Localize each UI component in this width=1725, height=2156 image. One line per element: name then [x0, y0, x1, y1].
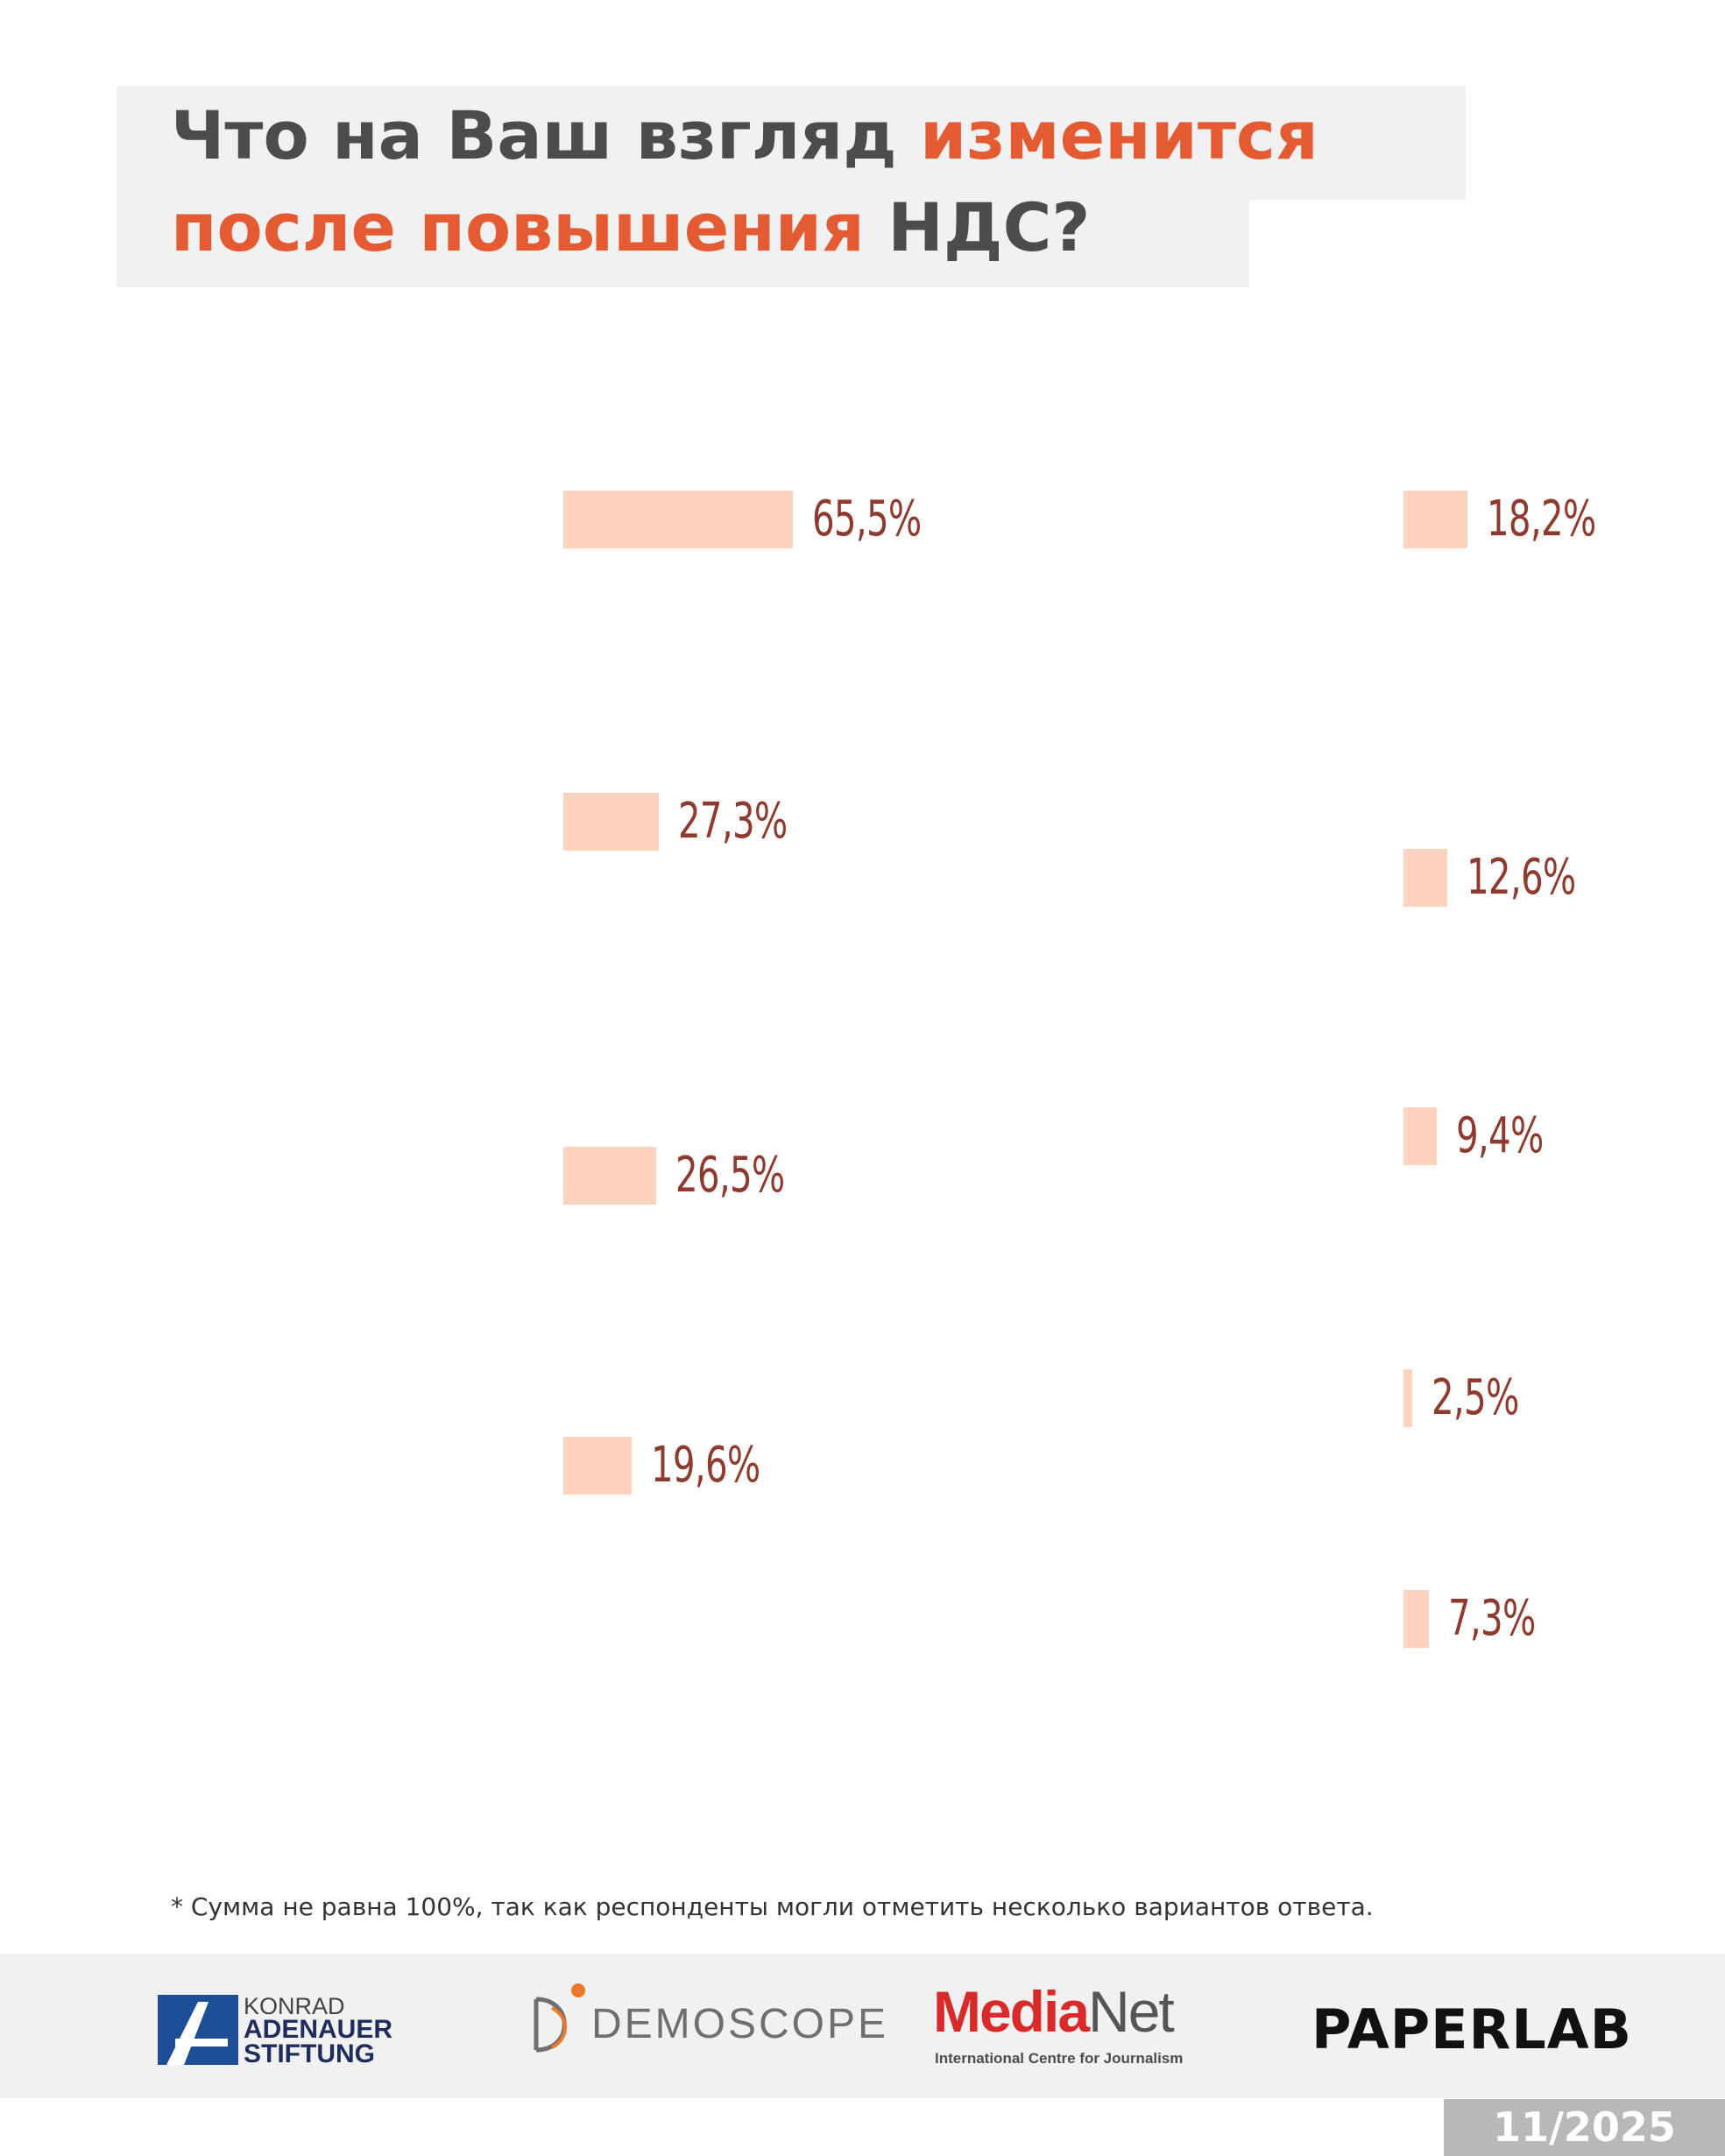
medianet-subtitle: International Centre for Journalism: [935, 2050, 1184, 2067]
value-label: 9,4%: [1455, 1107, 1544, 1164]
medianet-logo-text: [933, 1978, 1173, 2045]
value-label: 27,3%: [678, 793, 788, 850]
title-plain-2: НДС?: [864, 188, 1091, 266]
kas-logo-line-2: ADENAUER: [244, 2015, 393, 2044]
bar: [1403, 849, 1447, 907]
bar: [1403, 1590, 1429, 1648]
bar: [563, 793, 659, 851]
footnote: * Сумма не равна 100%, так как респонденты могли отметить несколько вариантов ответа.: [171, 1892, 1374, 1921]
value-label: 18,2%: [1486, 491, 1596, 548]
title-accent-2: после повышения: [171, 188, 865, 266]
title-accent-1: изменится: [920, 96, 1318, 174]
medianet-media: Media: [933, 1979, 1089, 2044]
kas-logo-mark-icon: [158, 1995, 238, 2065]
value-label: 12,6%: [1467, 849, 1576, 906]
title-line-2: [171, 188, 1090, 266]
medianet-net: Net: [1088, 1979, 1173, 2044]
bar: [563, 1147, 656, 1205]
title-line-1: [171, 96, 1318, 174]
value-label: 7,3%: [1448, 1590, 1536, 1647]
value-label: 26,5%: [675, 1147, 785, 1204]
bar: [563, 1437, 632, 1495]
bar: [1403, 491, 1467, 548]
value-label: 65,5%: [812, 491, 922, 548]
value-label: 2,5%: [1432, 1369, 1519, 1426]
date-badge: 11/2025: [1444, 2099, 1725, 2156]
demoscope-logo-text: DEMOSCOPE: [591, 2001, 889, 2047]
paperlab-logo-text: PAPERLAB: [1311, 1997, 1633, 2061]
kas-logo-line-3: STIFTUNG: [244, 2039, 375, 2068]
demoscope-mark-icon: [526, 1982, 587, 2061]
bar: [1403, 1369, 1412, 1427]
kas-logo-line-1: KONRAD: [244, 1993, 345, 2019]
bar: [563, 491, 793, 548]
bar: [1403, 1107, 1437, 1165]
title-plain-1: Что на Ваш взгляд: [171, 96, 921, 174]
value-label: 19,6%: [651, 1437, 760, 1494]
